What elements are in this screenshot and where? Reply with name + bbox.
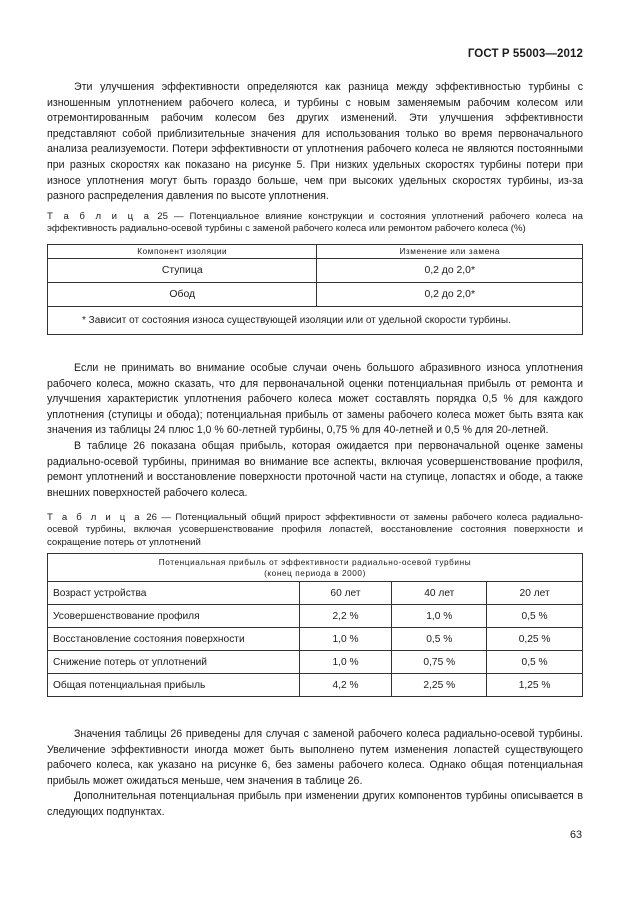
paragraph: Значения таблицы 26 приведены для случая с заменой рабочего колеса радиально-осевой турбины. Увеличение эффективности иногда может быть выполнено путем изменения лопастей существующего рабочего колеса, как указано на рисунке 6, без замены рабочего колеса. Однако общая потенциальная прибыль может ожидаться меньше, чем значения в таблице 26. bbox=[47, 728, 583, 787]
table-cell: 0,5 % bbox=[392, 628, 487, 651]
table-label: Т а б л и ц а bbox=[47, 512, 142, 523]
table-footnote-row bbox=[48, 307, 583, 335]
row-label: Снижение потерь от уплотнений bbox=[48, 651, 300, 674]
table-row bbox=[48, 283, 583, 307]
table-row bbox=[48, 259, 583, 283]
table-26-caption bbox=[47, 512, 583, 549]
body-text bbox=[47, 361, 583, 501]
table-number: 26 bbox=[146, 512, 157, 523]
column-header: Изменение или замена bbox=[317, 245, 583, 259]
table-row bbox=[48, 582, 583, 605]
paragraph: В таблице 26 показана общая прибыль, которая ожидается при первоначальной оценке замены радиально-осевой турбины, принимая во внимание все аспекты, включая усовершенствование профиля, ремонт уплотнений и восстановление поверхности проточной части на ступице, лопастях и ободе, а также внешних поверхностей рабочего колеса. bbox=[47, 439, 583, 499]
table-cell: 0,25 % bbox=[487, 628, 583, 651]
paragraph: Эти улучшения эффективности определяются как разница между эффективностью турбины с изношенным уплотнением рабочего колеса, и турбины с новым заменяемым рабочим колесом или отремонтированным рабочим колесом без других изменений. Эти улучшения эффективности представляют собой приблизительные значения для использования только во время первоначального анализа реализуемости. Потери эффективности от уплотнения рабочего колеса не являются постоянными при разных скоростях как показано на рисунке 5. При низких удельных скоростях турбины потери при износе уплотнения могут быть гораздо больше, чем при высоких удельных скоростях турбины, из-за разного распределения давления по высоте уплотнения. bbox=[47, 81, 583, 203]
table-cell: 0,5 % bbox=[487, 605, 583, 628]
table-cell: 2,2 % bbox=[299, 605, 392, 628]
header-line: Потенциальная прибыль от эффективности радиально-осевой турбины bbox=[158, 557, 472, 567]
row-label: Общая потенциальная прибыль bbox=[48, 674, 300, 697]
document-id: ГОСТ Р 55003—2012 bbox=[467, 48, 583, 60]
table-footnote: * Зависит от состояния износа существующей изоляции или от удельной скорости турбины. bbox=[48, 307, 583, 335]
header-line: (конец периода в 2000) bbox=[264, 568, 366, 578]
intro-text bbox=[47, 80, 583, 205]
table-cell: 40 лет bbox=[392, 582, 487, 605]
closing-text bbox=[47, 727, 583, 821]
row-label: Восстановление состояния поверхности bbox=[48, 628, 300, 651]
table-cell: 0,5 % bbox=[487, 651, 583, 674]
table-cell: 0,75 % bbox=[392, 651, 487, 674]
table-cell: 1,0 % bbox=[299, 628, 392, 651]
table-cell: 60 лет bbox=[299, 582, 392, 605]
table-header bbox=[48, 554, 583, 582]
table-caption-text: — Потенциальный общий прирост эффективности от замены рабочего колеса радиально-осевой турбины, включая усовершенствование профиля лопастей, восстановление состояния поверхности и сокращение потерь от уплотнений bbox=[47, 512, 584, 548]
table-number: 25 bbox=[157, 211, 168, 222]
table-cell: 4,2 % bbox=[299, 674, 392, 697]
paragraph: Если не принимать во внимание особые случаи очень большого абразивного износа уплотнения рабочего колеса, можно сказать, что для первоначальной оценки потенциальная прибыль от ремонта и улучшения характеристик уплотнения рабочего колеса может составлять порядка 0,5 % для каждого уплотнения (ступицы и обода); потенциальная прибыль от замены рабочего колеса может быть взята как значения из таблицы 24 плюс 1,0 % 60-летней турбины, 0,75 % для 40-летней и 0,5 % для 20-летней. bbox=[47, 362, 583, 437]
table-25 bbox=[47, 244, 583, 335]
paragraph: Дополнительная потенциальная прибыль при изменении других компонентов турбины описывается в следующих подпунктах. bbox=[47, 790, 583, 818]
table-row bbox=[48, 651, 583, 674]
table-cell: 20 лет bbox=[487, 582, 583, 605]
table-cell: 2,25 % bbox=[392, 674, 487, 697]
table-25-caption bbox=[47, 211, 583, 236]
row-label: Усовершенствование профиля bbox=[48, 605, 300, 628]
table-cell: 1,25 % bbox=[487, 674, 583, 697]
table-cell: 1,0 % bbox=[392, 605, 487, 628]
column-header: Компонент изоляции bbox=[48, 245, 317, 259]
table-cell: Обод bbox=[48, 283, 317, 307]
table-caption-text: — Потенциальное влияние конструкции и состояния уплотнений рабочего колеса на эффективность радиально-осевой турбины с заменой рабочего колеса или ремонтом рабочего колеса (%) bbox=[47, 211, 583, 235]
table-cell: Ступица bbox=[48, 259, 317, 283]
table-row bbox=[48, 628, 583, 651]
table-cell: 0,2 до 2,0* bbox=[317, 259, 583, 283]
table-cell: 1,0 % bbox=[299, 651, 392, 674]
table-label: Т а б л и ц а bbox=[47, 211, 152, 222]
table-cell: 0,2 до 2,0* bbox=[317, 283, 583, 307]
table-row bbox=[48, 605, 583, 628]
table-26 bbox=[47, 553, 583, 697]
row-label: Возраст устройства bbox=[48, 582, 300, 605]
page-number: 63 bbox=[569, 829, 582, 841]
table-row bbox=[48, 674, 583, 697]
